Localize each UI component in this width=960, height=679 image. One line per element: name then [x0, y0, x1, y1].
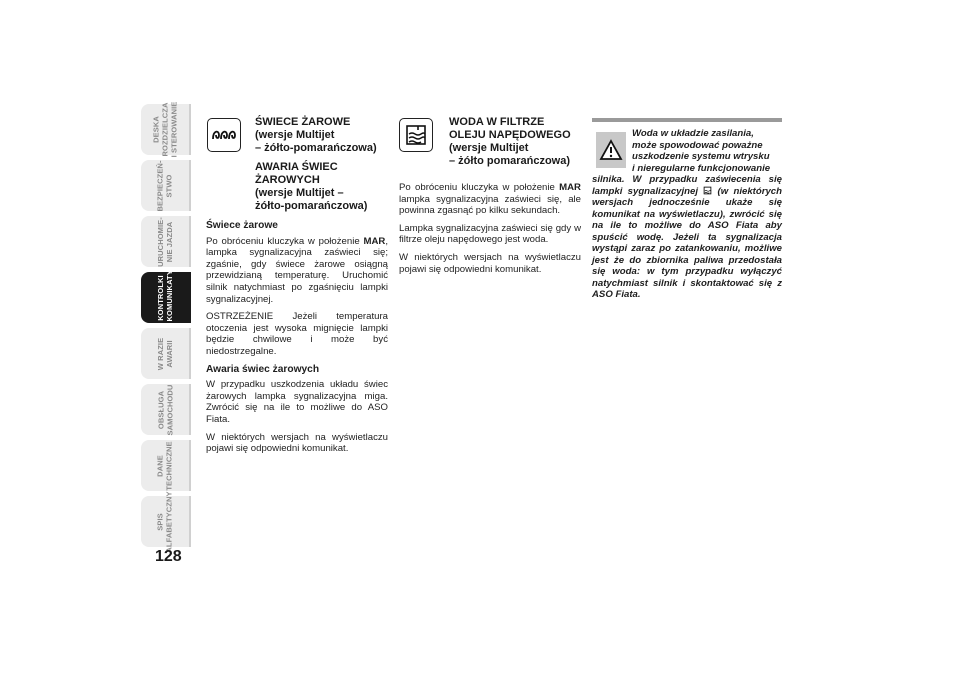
tab-label: BEZPIECZEŃ- STWO: [156, 159, 175, 212]
chapter-tabs: [141, 101, 189, 553]
heading-line: (wersje Multijet –: [255, 187, 344, 199]
page-number: 128: [155, 548, 182, 565]
tab-label: OBSŁUGA SAMOCHODU: [156, 384, 174, 435]
text: Po obróceniu kluczyka w położenie: [206, 235, 364, 247]
tab-w-razie-awarii[interactable]: [141, 328, 191, 379]
text: Po obróceniu kluczyka w położenie: [399, 182, 560, 193]
water-in-fuel-icon: [399, 118, 433, 152]
tab-obsluga[interactable]: [141, 384, 191, 435]
tab-label: URUCHOMIE- NIE JAZDA: [156, 216, 174, 267]
paragraph: W przypadku uszkodzenia układu świec żarowych lampka sygnalizacyjna miga. Zwrócić się na ile to możliwe do ASO Fiata.: [206, 379, 388, 425]
warning-box: [592, 118, 782, 301]
tab-spis[interactable]: [141, 490, 191, 553]
warning-lead: uszkodzenie systemu wtrysku: [632, 151, 770, 162]
tab-label: DESKA ROZDZIELCZA I STEROWANIE: [151, 101, 179, 158]
warning-lead: Woda w układzie zasilania,: [632, 128, 754, 139]
text: , lampka sygnalizacyjna zaświeci się; zgaśnie, gdy świece żarowe osiągną przewidzianą temperaturę. Uruchomić silnik natychmiast po zgaśnięciu lampki sygnalizacyjnej.: [206, 235, 388, 305]
heading-line: (wersje Multijet: [255, 129, 335, 141]
heading-line: ŻAROWYCH: [255, 174, 320, 186]
water-filter-heading: [449, 116, 571, 168]
warning-body: (w niektórych wersjach jednocześnie ukaże się komunikat na wyświetlaczu), zwrócić się na ile to możliwe do ASO Fiata aby spuścić wodę. Jeżeli ta sygnalizacja wystąpi zaraz po zatankowaniu, możliwe jest że do zbiornika paliwa przedostała się woda: w tym przypadku wyłączyć natychmiast silnik i skontaktować się z ASO Fiata.: [592, 185, 782, 300]
key-position: MAR: [363, 235, 386, 247]
heading-line: WODA W FILTRZE: [449, 116, 545, 128]
warning-lead: może spowodować poważne: [632, 139, 763, 151]
paragraph: OSTRZEŻENIE Jeżeli temperatura otoczenia jest wysoka mignięcie lampki będzie chwilowe i może być niedostrzegalne.: [206, 311, 388, 357]
tab-bezpieczenstwo[interactable]: [141, 160, 191, 211]
heading-line: żółto-pomarańczowa): [255, 200, 368, 212]
heading-line: AWARIA ŚWIEC: [255, 161, 338, 173]
heading-line: (wersje Multijet: [449, 142, 529, 154]
tab-label: DANE TECHNICZNE: [156, 440, 174, 491]
warning-triangle-icon: [596, 132, 626, 168]
subheading: Świece żarowe: [206, 220, 278, 231]
paragraph: [399, 182, 581, 217]
tab-deska-rozdzielcza[interactable]: [141, 101, 191, 158]
paragraph: W niektórych wersjach na wyświetlaczu pojawi się odpowiedni komunikat.: [399, 251, 581, 275]
subheading: Awaria świec żarowych: [206, 363, 320, 375]
heading-line: ŚWIECE ŻAROWE: [255, 116, 351, 128]
paragraph: W niektórych wersjach na wyświetlaczu pojawi się odpowiedni komunikat.: [206, 431, 388, 455]
tab-label: KONTROLKI I KOMUNIKATY: [156, 269, 174, 326]
key-position: MAR: [559, 182, 581, 193]
tab-label: W RAZIE AWARII: [156, 337, 174, 370]
glow-plug-heading: [255, 116, 377, 155]
text: lampka sygnalizacyjna zaświeci się, ale powinna zgasnąć po kilku sekundach.: [399, 193, 581, 217]
warning-lead: i nieregularne funkcjonowanie: [632, 162, 771, 174]
paragraph: Lampka sygnalizacyjna zaświeci się gdy w filtrze oleju napędowego jest woda.: [399, 222, 581, 246]
paragraph: [206, 236, 388, 306]
warning-body: silnika. W przypadku zaświecenia się lampki sygnalizacyjnej: [592, 174, 782, 197]
glow-plug-icon: [207, 118, 241, 152]
tab-uruchomienie[interactable]: [141, 216, 191, 267]
glow-plug-failure-heading: [255, 161, 367, 213]
heading-line: OLEJU NAPĘDOWEGO: [449, 129, 571, 141]
tab-dane-techniczne[interactable]: [141, 440, 191, 491]
tab-kontrolki[interactable]: [141, 269, 191, 326]
heading-line: – żółto pomarańczowa): [449, 155, 571, 167]
tab-label: SPIS ALFABETYCZNY: [156, 490, 175, 553]
glow-plug-text: [206, 220, 388, 461]
water-in-fuel-icon: [703, 186, 712, 195]
heading-line: – żółto-pomarańczowa): [255, 142, 377, 154]
water-filter-text: [399, 182, 581, 281]
